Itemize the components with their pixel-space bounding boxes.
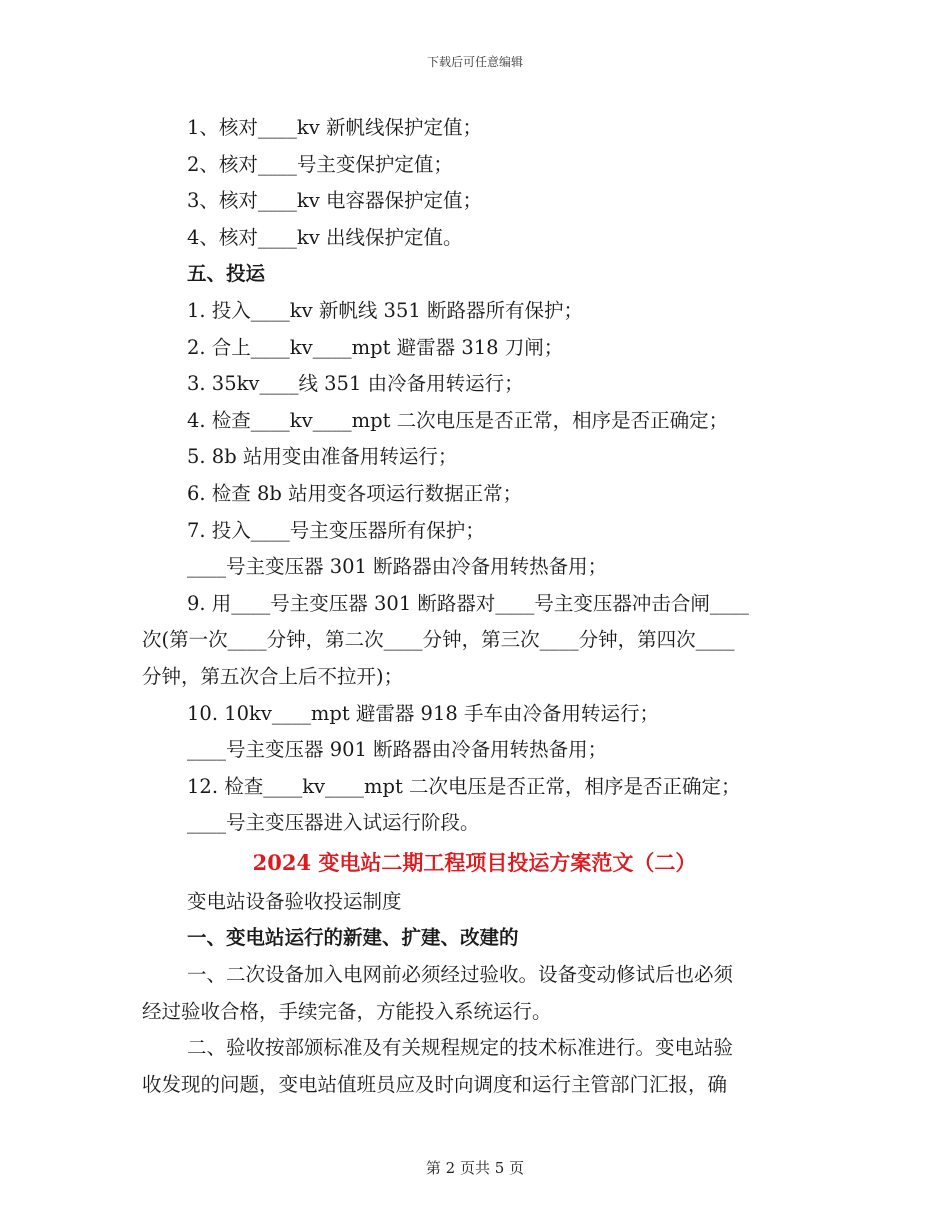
page-footer: 第 2 页共 5 页 [425, 1159, 525, 1177]
text-line: 4. 检查____kv____mpt 二次电压是否正常，相序是否正确定； [187, 408, 729, 432]
text-line: ____号主变压器 301 断路器由冷备用转热备用； [187, 555, 608, 579]
text-line: 2. 合上____kv____mpt 避雷器 318 刀闸； [187, 335, 564, 359]
text-line: ____号主变压器进入试运行阶段。 [187, 811, 480, 835]
text-line: 9. 用____号主变压器 301 断路器对____号主变压器冲击合闸____ [187, 591, 749, 615]
section-title: 2024 变电站二期工程项目投运方案范文（二） [252, 849, 697, 875]
text-line: 2、核对____号主变保护定值； [187, 152, 453, 176]
text-line: 二、验收按部颁标准及有关规程规定的技术标准进行。变电站验 [187, 1036, 734, 1060]
text-line: 5. 8b 站用变由准备用转运行； [187, 445, 458, 469]
text-line: 经过验收合格，手续完备，方能投入系统运行。 [142, 999, 552, 1023]
page-header: 下载后可任意编辑 [426, 55, 523, 69]
text-line: 一、二次设备加入电网前必须经过验收。设备变动修试后也必须 [187, 963, 734, 987]
text-line: 分钟，第五次合上后不拉开)； [142, 664, 404, 688]
text-line: 4、核对____kv 出线保护定值。 [187, 225, 463, 249]
text-line: 3. 35kv____线 351 由冷备用转运行； [187, 372, 524, 396]
text-line: 次(第一次____分钟，第二次____分钟，第三次____分钟，第四次____ [142, 628, 735, 652]
text-line: 收发现的问题，变电站值班员应及时向调度和运行主管部门汇报，确 [142, 1072, 728, 1096]
text-line: 12. 检查____kv____mpt 二次电压是否正常，相序是否正确定； [187, 774, 741, 798]
text-line: 1. 投入____kv 新帆线 351 断路器所有保护； [187, 298, 583, 322]
text-line: 3、核对____kv 电容器保护定值； [187, 189, 482, 213]
section-heading: 一、变电站运行的新建、扩建、改建的 [187, 926, 519, 950]
text-line: 1、核对____kv 新帆线保护定值； [187, 116, 482, 139]
text-line: ____号主变压器 901 断路器由冷备用转热备用； [187, 738, 608, 762]
section-heading: 五、投运 [187, 262, 266, 286]
text-line: 变电站设备验收投运制度 [187, 889, 402, 913]
text-line: 10. 10kv____mpt 避雷器 918 手车由冷备用转运行； [187, 701, 659, 725]
document-body [142, 110, 807, 1103]
text-line: 6. 检查 8b 站用变各项运行数据正常； [187, 481, 523, 505]
text-line: 7. 投入____号主变压器所有保护； [187, 518, 485, 542]
